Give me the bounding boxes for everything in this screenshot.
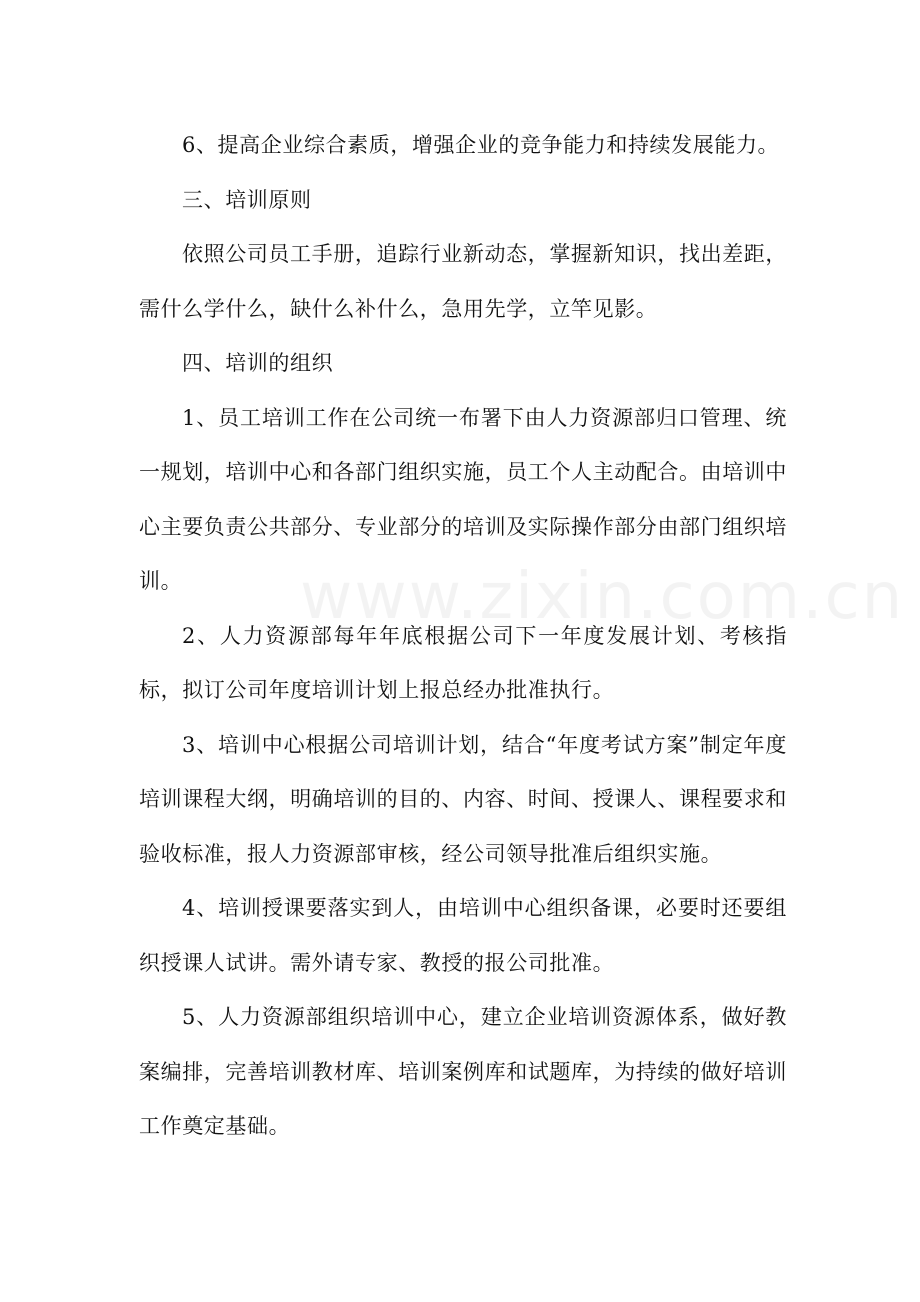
document-body [139,118,787,1154]
paragraph-item-4: 4、培训授课要落实到人，由培训中心组织备课，必要时还要组织授课人试讲。需外请专家、教授的报公司批准。 [139,896,787,975]
paragraph-principles: 依照公司员工手册，追踪行业新动态，掌握新知识，找出差距，需什么学什么，缺什么补什么，急用先学，立竿见影。 [139,242,787,321]
paragraph-item-1: 1、员工培训工作在公司统一布署下由人力资源部归口管理、统一规划，培训中心和各部门组织实施，员工个人主动配合。由培训中心主要负责公共部分、专业部分的培训及实际操作部分由部门组织培训。 [139,405,787,593]
paragraph-item-3: 3、培训中心根据公司培训计划，结合“年度考试方案”制定年度培训课程大纲，明确培训的目的、内容、时间、授课人、课程要求和验收标准，报人力资源部审核，经公司领导批准后组织实施。 [139,732,787,866]
paragraph-item-2: 2、人力资源部每年年底根据公司下一年度发展计划、考核指标，拟订公司年度培训计划上报总经办批准执行。 [139,623,787,702]
section-heading-organization: 四、培训的组织 [182,351,334,375]
paragraph-item-6: 6、提高企业综合素质，增强企业的竞争能力和持续发展能力。 [182,133,780,157]
section-heading-principles: 三、培训原则 [182,187,312,212]
paragraph-item-5: 5、人力资源部组织培训中心，建立企业培训资源体系，做好教案编排，完善培训教材库、培训案例库和试题库，为持续的做好培训工作奠定基础。 [139,1005,787,1138]
